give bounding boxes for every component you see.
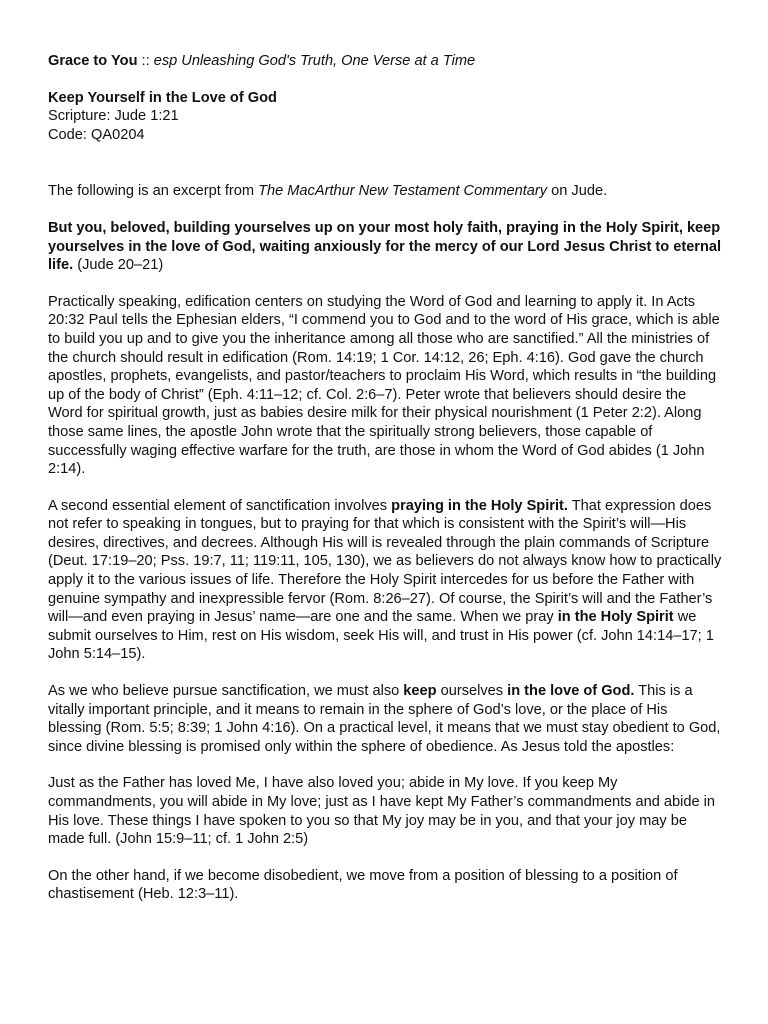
intro-after: on Jude. — [547, 183, 608, 200]
article-code: Code: QA0204 — [48, 126, 145, 143]
p2-emphasis-2: in the Holy Spirit — [557, 609, 674, 626]
p2-emphasis-1: praying in the Holy Spirit. — [391, 497, 568, 514]
paragraph-prayer — [48, 497, 724, 664]
p3-emphasis-1: keep — [403, 683, 437, 700]
intro-before: The following is an excerpt from — [48, 183, 259, 200]
p2-e: we submit ourselves to Him, rest on His wisdom, seek His will, and trust in His power (cf. John 14:14–17; 1 John 5:14–15). — [48, 609, 714, 663]
key-verse — [48, 219, 724, 275]
key-verse-text: But you, beloved, building yourselves up on your most holy faith, praying in the Holy Spirit, keep yourselves in the love of God, waiting anxiously for the mercy of our Lord Jesus Christ to eternal life. — [48, 219, 722, 274]
header-separator: :: — [137, 53, 154, 69]
key-verse-reference: (Jude 20–21) — [77, 257, 164, 274]
intro-paragraph — [48, 182, 724, 201]
header-line — [48, 52, 724, 71]
p2-a: A second essential element of sanctification involves — [48, 497, 392, 514]
p3-c: ourselves — [436, 683, 508, 700]
scripture-reference: Scripture: Jude 1:21 — [48, 108, 179, 125]
paragraph-disobedience: On the other hand, if we become disobedient, we move from a position of blessing to a position of chastisement (Heb. 12:3–11). — [48, 867, 678, 903]
p3-e: This is a vitally important principle, and it means to remain in the sphere of God’s love, or the place of His blessing (Rom. 5:5; 8:39; 1 John 4:16). On a practical level, it means that we must stay obedient to God, since divine blessing is promised only within the sphere of obedience. As Jesus told the apostles: — [48, 683, 721, 755]
p2-c: That expression does not refer to speaking in tongues, but to praying for that which is consistent with the Spirit’s will—His desires, directives, and decrees. Although His will is revealed through the plain commands of Scripture (Deut. 17:19–20; Pss. 19:7, 11; 119:11, 105, 130), we as believers do not always know how to practically apply it to the various issues of life. Therefore the Holy Spirit intercedes for us before the Father with genuine sympathy and inexpressible fervor (Rom. 8:26–27). Of course, the Spirit’s will and the Father’s will—and even praying in Jesus’ name—are one and the same. When we pray — [48, 497, 722, 626]
site-name: Grace to You — [48, 53, 138, 69]
p3-emphasis-2: in the love of God. — [507, 683, 635, 700]
block-quote: Just as the Father has loved Me, I have also loved you; abide in My love. If you keep My commandments, you will abide in My love; just as I have kept My Father’s commandments and abide in His love. These things I have spoken to you so that My joy may be in you, and that your joy may be made full. (John 15:9–11; cf. 1 John 2:5) — [48, 775, 716, 848]
p3-a: As we who believe pursue sanctification, we must also — [48, 683, 404, 700]
paragraph-edification: Practically speaking, edification centers on studying the Word of God and learning to apply it. In Acts 20:32 Paul tells the Ephesian elders, “I commend you to God and to the word of His grace, which is able to build you up and to give you the inheritance among all those who are sanctified.” All the ministries of the church should result in edification (Rom. 14:19; 1 Cor. 14:12, 26; Eph. 4:16). God gave the church apostles, prophets, evangelists, and pastor/teachers to proclaim His Word, which results in “the building up of the body of Christ” (Eph. 4:11–12; cf. Col. 2:6–7). Peter wrote that believers should desire the Word for spiritual growth, just as babies desire milk for their physical nourishment (1 Peter 2:2). Along those same lines, the apostle John wrote that the spiritually strong believers, those capable of successfully waging effective warfare for the truth, are those in whom the Word of God abides (1 John 2:14). — [48, 293, 720, 478]
article-title: Keep Yourself in the Love of God — [48, 89, 277, 106]
tagline: esp Unleashing God's Truth, One Verse at a Time — [153, 53, 476, 69]
document-body — [48, 52, 724, 904]
commentary-title: The MacArthur New Testament Commentary — [258, 183, 548, 200]
paragraph-love — [48, 682, 724, 756]
